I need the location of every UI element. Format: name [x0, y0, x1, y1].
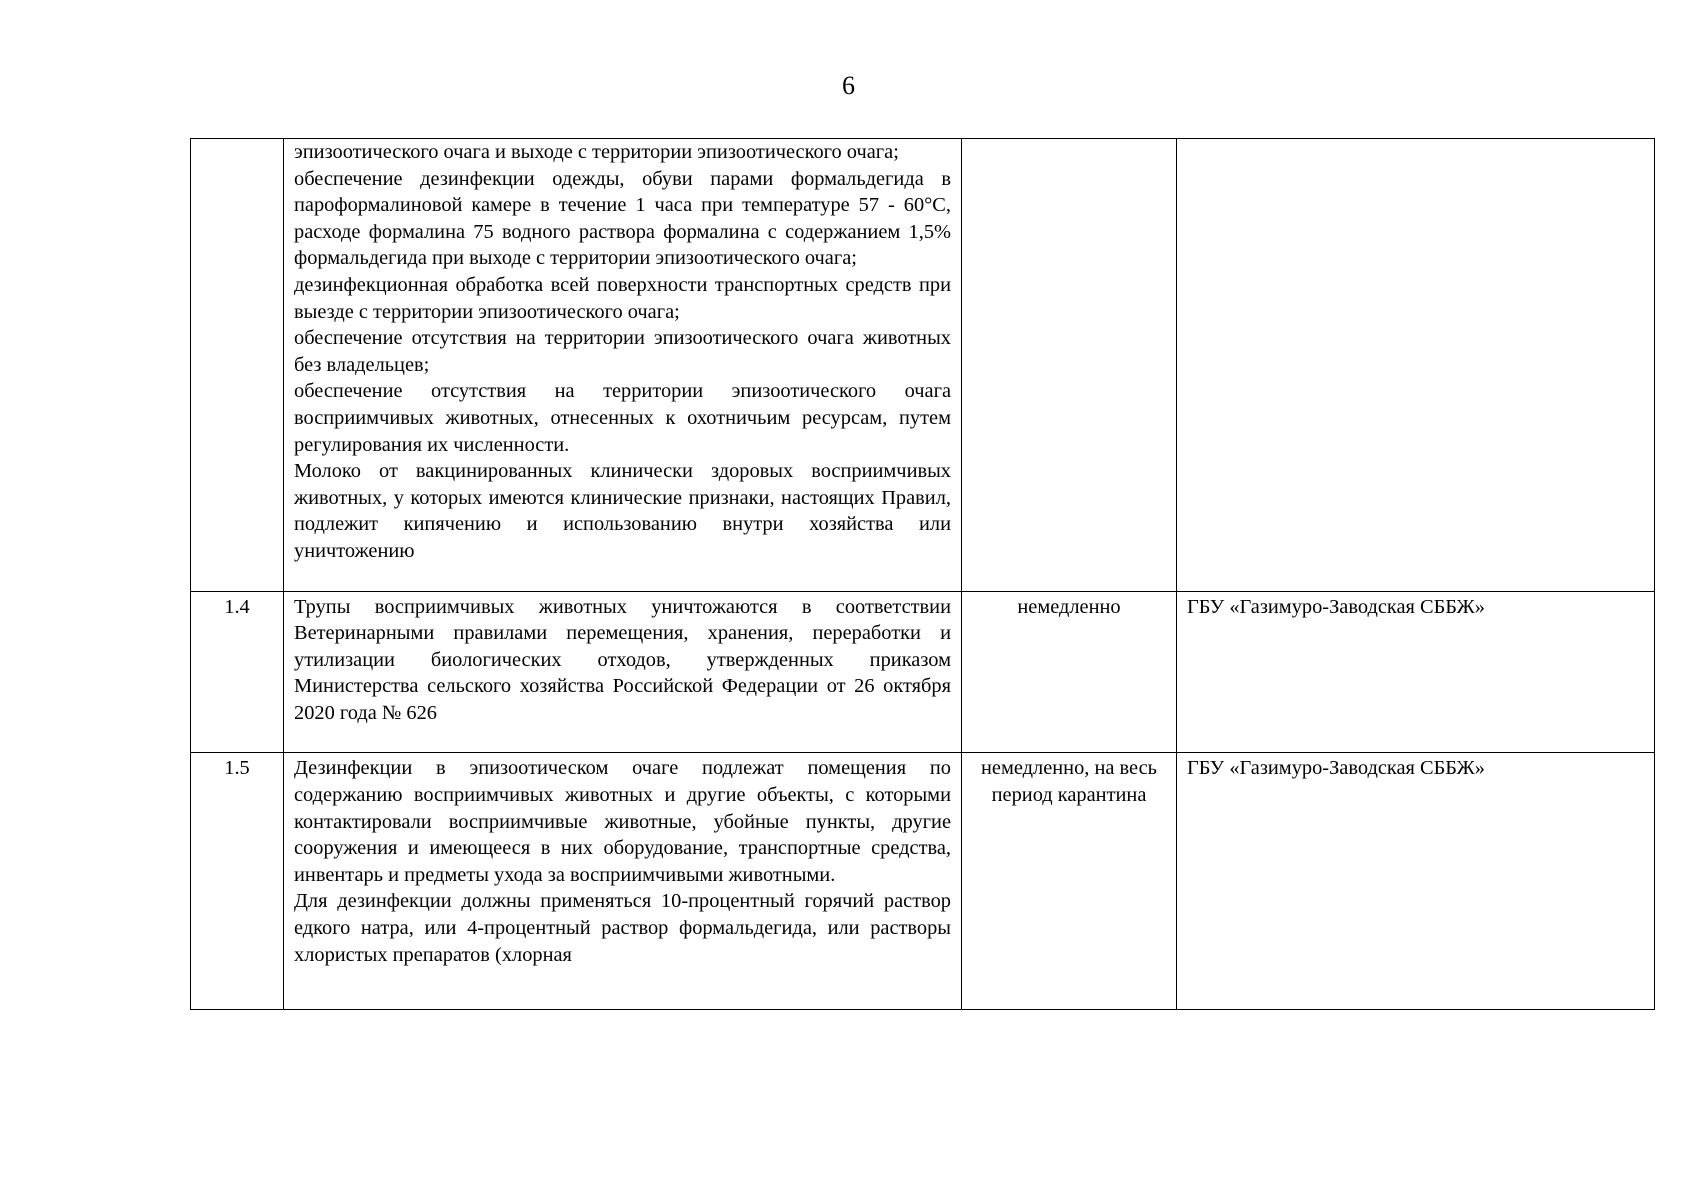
table-row — [191, 591, 1655, 753]
measure-text — [284, 139, 962, 592]
deadline-cell: немедленно — [962, 591, 1177, 753]
page-number: 6 — [842, 71, 855, 100]
measure-paragraph: дезинфекционная обработка всей поверхности транспортных средств при выезде с территории эпизоотического очага; — [294, 273, 951, 323]
measure-paragraph: эпизоотического очага и выходе с территории эпизоотического очага; — [294, 141, 899, 163]
row-number: 1.5 — [191, 753, 284, 1010]
executor-cell — [1177, 139, 1655, 592]
measures-table — [190, 138, 1655, 1010]
table-row — [191, 139, 1655, 592]
row-number: 1.4 — [191, 591, 284, 753]
measure-paragraph: обеспечение отсутствия на территории эпизоотического очага восприимчивых животных, отнесенных к охотничьим ресурсам, путем регулирования их численности. — [294, 380, 951, 456]
measure-paragraph: Молоко от вакцинированных клинически здоровых восприимчивых животных, у которых имеются клинические признаки, настоящих Правил, подлежит кипячению и использованию внутри хозяйства или уничтожению — [294, 460, 951, 562]
table-row — [191, 753, 1655, 1010]
measure-text — [284, 591, 962, 753]
measure-text — [284, 753, 962, 1010]
measure-paragraph: Для дезинфекции должны применяться 10-процентный горячий раствор едкого натра, или 4-процентный раствор формальдегида, или растворы хлористых препаратов (хлорная — [294, 890, 951, 966]
measure-paragraph: Дезинфекции в эпизоотическом очаге подлежат помещения по содержанию восприимчивых животных и другие объекты, с которыми контактировали восприимчивые животные, убойные пункты, другие сооружения и имеющееся в них оборудование, транспортные средства, инвентарь и предметы ухода за восприимчивыми животными. — [294, 757, 951, 886]
measure-paragraph: обеспечение отсутствия на территории эпизоотического очага животных без владельцев; — [294, 327, 951, 376]
executor-cell: ГБУ «Газимуро-Заводская СББЖ» — [1177, 591, 1655, 753]
deadline-cell: немедленно, на весь период карантина — [962, 753, 1177, 1010]
measure-paragraph: обеспечение дезинфекции одежды, обуви парами формальдегида в пароформалиновой камере в течение 1 часа при температуре 57 - 60°С, расходе формалина 75 водного раствора формалина с содержанием 1,5% формальдегида при выходе с территории эпизоотического очага; — [294, 167, 951, 270]
deadline-cell — [962, 139, 1177, 592]
measure-paragraph: Трупы восприимчивых животных уничтожаются в соответствии Ветеринарными правилами перемещения, хранения, переработки и утилизации биологических отходов, утвержденных приказом Министерства сельского хозяйства Российской Федерации от 26 октября 2020 года № 626 — [294, 595, 951, 724]
row-number — [191, 139, 284, 592]
executor-cell: ГБУ «Газимуро-Заводская СББЖ» — [1177, 753, 1655, 1010]
